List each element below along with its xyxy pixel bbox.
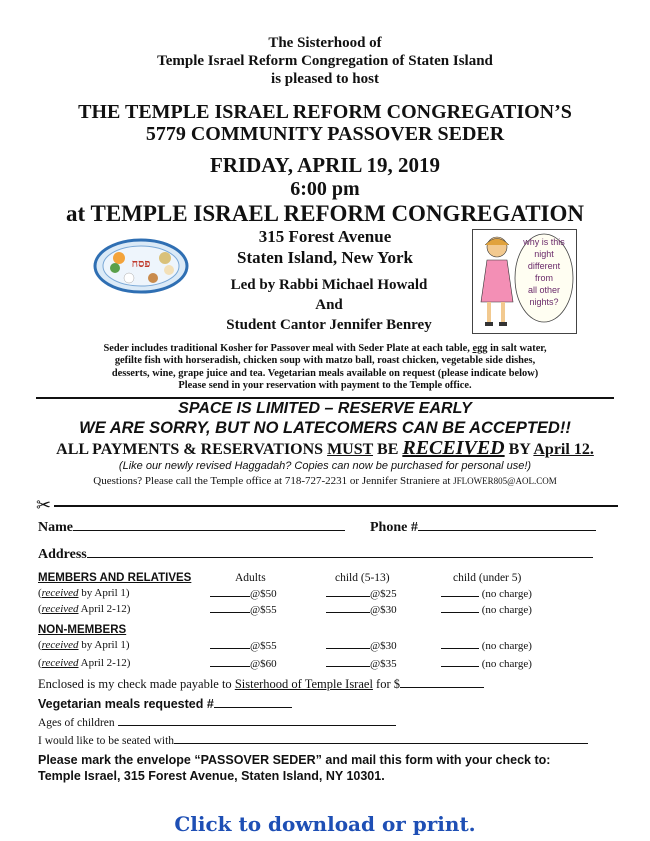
veg-label: Vegetarian meals requested # xyxy=(38,697,214,711)
venue-address-1: 315 Forest Avenue xyxy=(258,227,392,246)
adult-qty-field[interactable] xyxy=(210,639,277,652)
small-child-qty-field[interactable] xyxy=(441,657,532,670)
phone-input[interactable] xyxy=(418,518,596,531)
phone-field[interactable] xyxy=(370,518,596,536)
description-line-4: Please send in your reservation with payment to the Temple office. xyxy=(178,379,472,391)
questions-text: Questions? Please call the Temple office at 718-727-2231 or Jennifer Straniere at xyxy=(93,475,454,487)
received-word: RECEIVED xyxy=(402,437,505,459)
payment-text: BE xyxy=(373,441,403,458)
no-charge-label: (no charge) xyxy=(481,658,532,670)
rate-row: (received April 2-12) xyxy=(38,657,131,669)
child-price: @$30 xyxy=(370,640,397,652)
questions-line xyxy=(0,475,650,487)
sponsor-block xyxy=(0,34,650,88)
event-title-line-1: THE TEMPLE ISRAEL REFORM CONGREGATION’S xyxy=(78,101,572,123)
col-adults: Adults xyxy=(235,572,266,584)
scissors-icon: ✂ xyxy=(36,495,52,515)
description-line-2: gefilte fish with horseradish, chicken soup with matzo ball, roast chicken, vegetable side dishes, xyxy=(114,355,536,367)
address-field[interactable] xyxy=(38,545,593,563)
small-child-qty-field[interactable] xyxy=(441,603,532,616)
no-charge-label: (no charge) xyxy=(481,604,532,616)
mailing-line-1: Please mark the envelope “PASSOVER SEDER” and mail this form with your check to: xyxy=(38,753,551,767)
check-line xyxy=(38,677,484,692)
address-input[interactable] xyxy=(87,545,593,558)
sponsor-line-3: is pleased to host xyxy=(271,71,379,87)
check-payee: Sisterhood of Temple Israel xyxy=(234,677,373,691)
ages-field[interactable] xyxy=(38,716,396,729)
no-charge-label: (no charge) xyxy=(481,588,532,600)
event-date: FRIDAY, APRIL 19, 2019 xyxy=(209,153,441,177)
bubble-line: different xyxy=(527,261,561,271)
seated-with-field[interactable] xyxy=(38,734,588,747)
phone-label: Phone # xyxy=(370,520,418,535)
event-title-line-2: 5779 COMMUNITY PASSOVER SEDER xyxy=(145,123,505,145)
description xyxy=(0,343,650,392)
contact-email[interactable]: JFLOWER805@AOL.COM xyxy=(453,476,557,486)
received-label: received xyxy=(41,587,79,599)
name-label: Name xyxy=(38,520,73,535)
no-charge-label: (no charge) xyxy=(481,640,532,652)
check-amount-input[interactable] xyxy=(400,678,484,688)
veg-input[interactable] xyxy=(214,698,292,708)
led-by: Led by Rabbi Michael Howald xyxy=(230,277,428,293)
ages-label: Ages of children xyxy=(38,717,115,729)
adult-price: @$60 xyxy=(250,658,277,670)
rate-row: (received April 2-12) xyxy=(38,603,131,615)
seated-label: I would like to be seated with xyxy=(38,735,175,747)
adult-qty-field[interactable] xyxy=(210,657,277,670)
bubble-line: night xyxy=(534,249,554,259)
received-label: received xyxy=(41,657,79,669)
deadline-date: April 12. xyxy=(533,441,594,458)
received-label: received xyxy=(41,603,79,615)
four-questions-image xyxy=(472,229,577,334)
members-header: MEMBERS AND RELATIVES xyxy=(38,572,192,584)
adult-qty-field[interactable] xyxy=(210,603,277,616)
cantor: Student Cantor Jennifer Benrey xyxy=(226,317,432,333)
divider xyxy=(36,397,614,399)
pesach-label: פסח xyxy=(131,258,151,270)
bubble-line: from xyxy=(535,273,553,283)
child-qty-field[interactable] xyxy=(326,603,397,616)
description-line-1 xyxy=(0,343,650,355)
haggadah-note: (Like our newly revised Haggadah? Copies can now be purchased for personal use!) xyxy=(118,460,532,472)
description-text: Seder includes traditional Kosher for Passover meal with Seder Plate at each table, xyxy=(103,343,473,354)
adult-price: @$55 xyxy=(250,640,277,652)
mailing-instructions xyxy=(38,752,628,784)
adult-price: @$55 xyxy=(250,604,277,616)
seder-plate-image xyxy=(93,238,189,294)
space-limited-notice: SPACE IS LIMITED – RESERVE EARLY xyxy=(178,400,472,417)
adult-price: @$50 xyxy=(250,588,277,600)
rate-row: (received by April 1) xyxy=(38,587,130,599)
child-price: @$35 xyxy=(370,658,397,670)
child-qty-field[interactable] xyxy=(326,639,397,652)
check-text: Enclosed is my check made payable to xyxy=(38,677,235,691)
address-label: Address xyxy=(38,547,87,562)
child-price: @$30 xyxy=(370,604,397,616)
check-text: for $ xyxy=(372,677,400,691)
download-link[interactable]: Click to download or print. xyxy=(174,812,476,836)
col-child-under-5: child (under 5) xyxy=(453,572,522,584)
seated-input[interactable] xyxy=(174,734,588,744)
event-title xyxy=(0,101,650,145)
description-text: in salt water, xyxy=(487,343,547,354)
name-field[interactable] xyxy=(38,518,345,536)
must-word: MUST xyxy=(327,441,374,458)
rate-row: (received by April 1) xyxy=(38,639,130,651)
led-by-and: And xyxy=(315,297,343,313)
venue-address-2: Staten Island, New York xyxy=(236,248,413,267)
payment-text: ALL PAYMENTS & RESERVATIONS xyxy=(56,441,328,458)
adult-qty-field[interactable] xyxy=(210,587,277,600)
small-child-qty-field[interactable] xyxy=(441,639,532,652)
received-label: received xyxy=(41,639,79,651)
veg-field[interactable] xyxy=(38,697,292,711)
bubble-line: nights? xyxy=(529,297,559,307)
bubble-line: why is this xyxy=(523,237,565,247)
payment-deadline xyxy=(0,437,650,460)
no-latecomers-notice: WE ARE SORRY, BUT NO LATECOMERS CAN BE ACCEPTED!! xyxy=(79,419,571,437)
speech-bubble xyxy=(517,236,571,308)
payment-text: BY xyxy=(504,441,534,458)
cut-line xyxy=(54,505,618,507)
description-line-3: desserts, wine, grape juice and tea. Vegetarian meals available on request (please indicate below) xyxy=(111,367,539,379)
child-price: @$25 xyxy=(370,588,397,600)
ages-input[interactable] xyxy=(118,716,396,726)
mailing-line-2: Temple Israel, 315 Forest Avenue, Staten Island, NY 10301. xyxy=(38,769,385,783)
name-input[interactable] xyxy=(73,518,345,531)
event-time: 6:00 pm xyxy=(290,178,360,200)
col-child-5-13: child (5-13) xyxy=(335,572,390,584)
child-qty-field[interactable] xyxy=(326,587,397,600)
small-child-qty-field[interactable] xyxy=(441,587,532,600)
egg-word: egg xyxy=(472,343,488,354)
nonmembers-header: NON-MEMBERS xyxy=(38,624,127,636)
sponsor-line-1: The Sisterhood of xyxy=(268,35,382,51)
bubble-line: all other xyxy=(527,285,561,295)
sponsor-line-2: Temple Israel Reform Congregation of Staten Island xyxy=(157,53,493,69)
event-venue: at TEMPLE ISRAEL REFORM CONGREGATION xyxy=(66,201,584,226)
child-qty-field[interactable] xyxy=(326,657,397,670)
